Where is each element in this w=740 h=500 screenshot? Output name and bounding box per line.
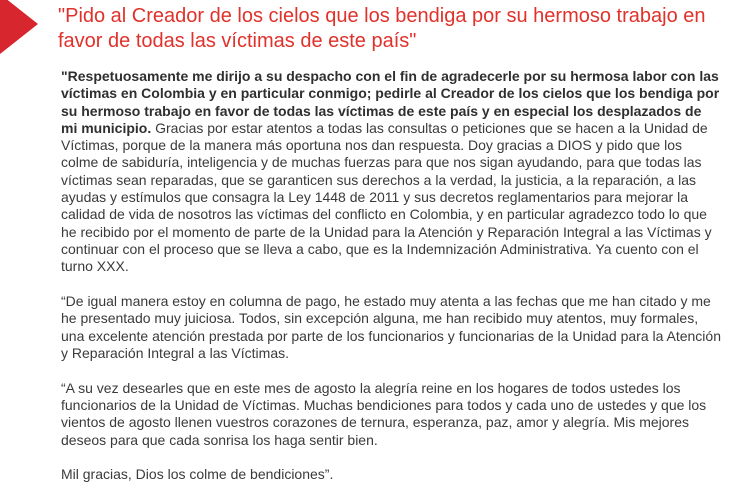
paragraph-1-text: Gracias por estar atentos a todas las consultas o peticiones que se hacen a la Unidad de Víctimas, porque de la manera más oportuna nos dan respuesta. Doy gracias a DIOS y pido que los colme de sabiduría, inteligencia y de muchas fuerzas para que nos sigan ayudando, para que todas las víctimas sean reparadas, que se garanticen sus derechos a la verdad, la justicia, a la reparación, a las ayudas y estímulos que consagra la Ley 1448 de 2011 y sus decretos reglamentarios para mejorar la calidad de vida de nosotros las víctimas del conflicto en Colombia, y en particular agradezco todo lo que he recibido por el momento de parte de la Unidad para la Atención y Reparación Integral a las Víctimas y continuar con el proceso que se lleva a cabo, que es la Indemnización Administrativa. Ya cuento con el turno XXX. [61, 119, 712, 275]
paragraph-4: Mil gracias, Dios los colme de bendiciones”. [61, 466, 334, 483]
red-arrow-marker [0, 0, 40, 54]
paragraph-1-bold: "Respetuosamente me dirijo a su despacho con el fin de agradecerle por su hermosa labor con las víctimas en Colombia y en particular conmigo; pedirle al Creador de los cielos que los bendiga por su hermoso trabajo en favor de todas las víctimas de este país y en especial los desplazados de mi municipio. [61, 68, 720, 136]
paragraph-3: “A su vez desearles que en este mes de agosto la alegría reine en los hogares de todos ustedes los funcionarios de la Unidad de Víctimas. Muchas bendiciones para todos y cada uno de ustedes y que los vientos de agosto llenen vuestros corazones de ternura, esperanza, paz, amor y alegría. Mis mejores deseos para que cada sonrisa los haga sentir bien. [61, 379, 707, 448]
paragraph-2: “De igual manera estoy en columna de pago, he estado muy atenta a las fechas que me han citado y me he presentado muy juiciosa. Todos, sin excepción alguna, me han recibido muy atentos, muy formales, una excelente atención prestada por parte de los funcionarios y funcionarias de la Unidad para la Atención y Reparación Integral a las Víctimas. [61, 293, 721, 361]
paragraph-1 [61, 68, 721, 276]
letter-body [61, 68, 721, 500]
red-triangle-icon [0, 0, 38, 54]
quote-heading: "Pido al Creador de los cielos que los bendiga por su hermoso trabajo en favor de todas las víctimas de este país" [58, 5, 706, 52]
